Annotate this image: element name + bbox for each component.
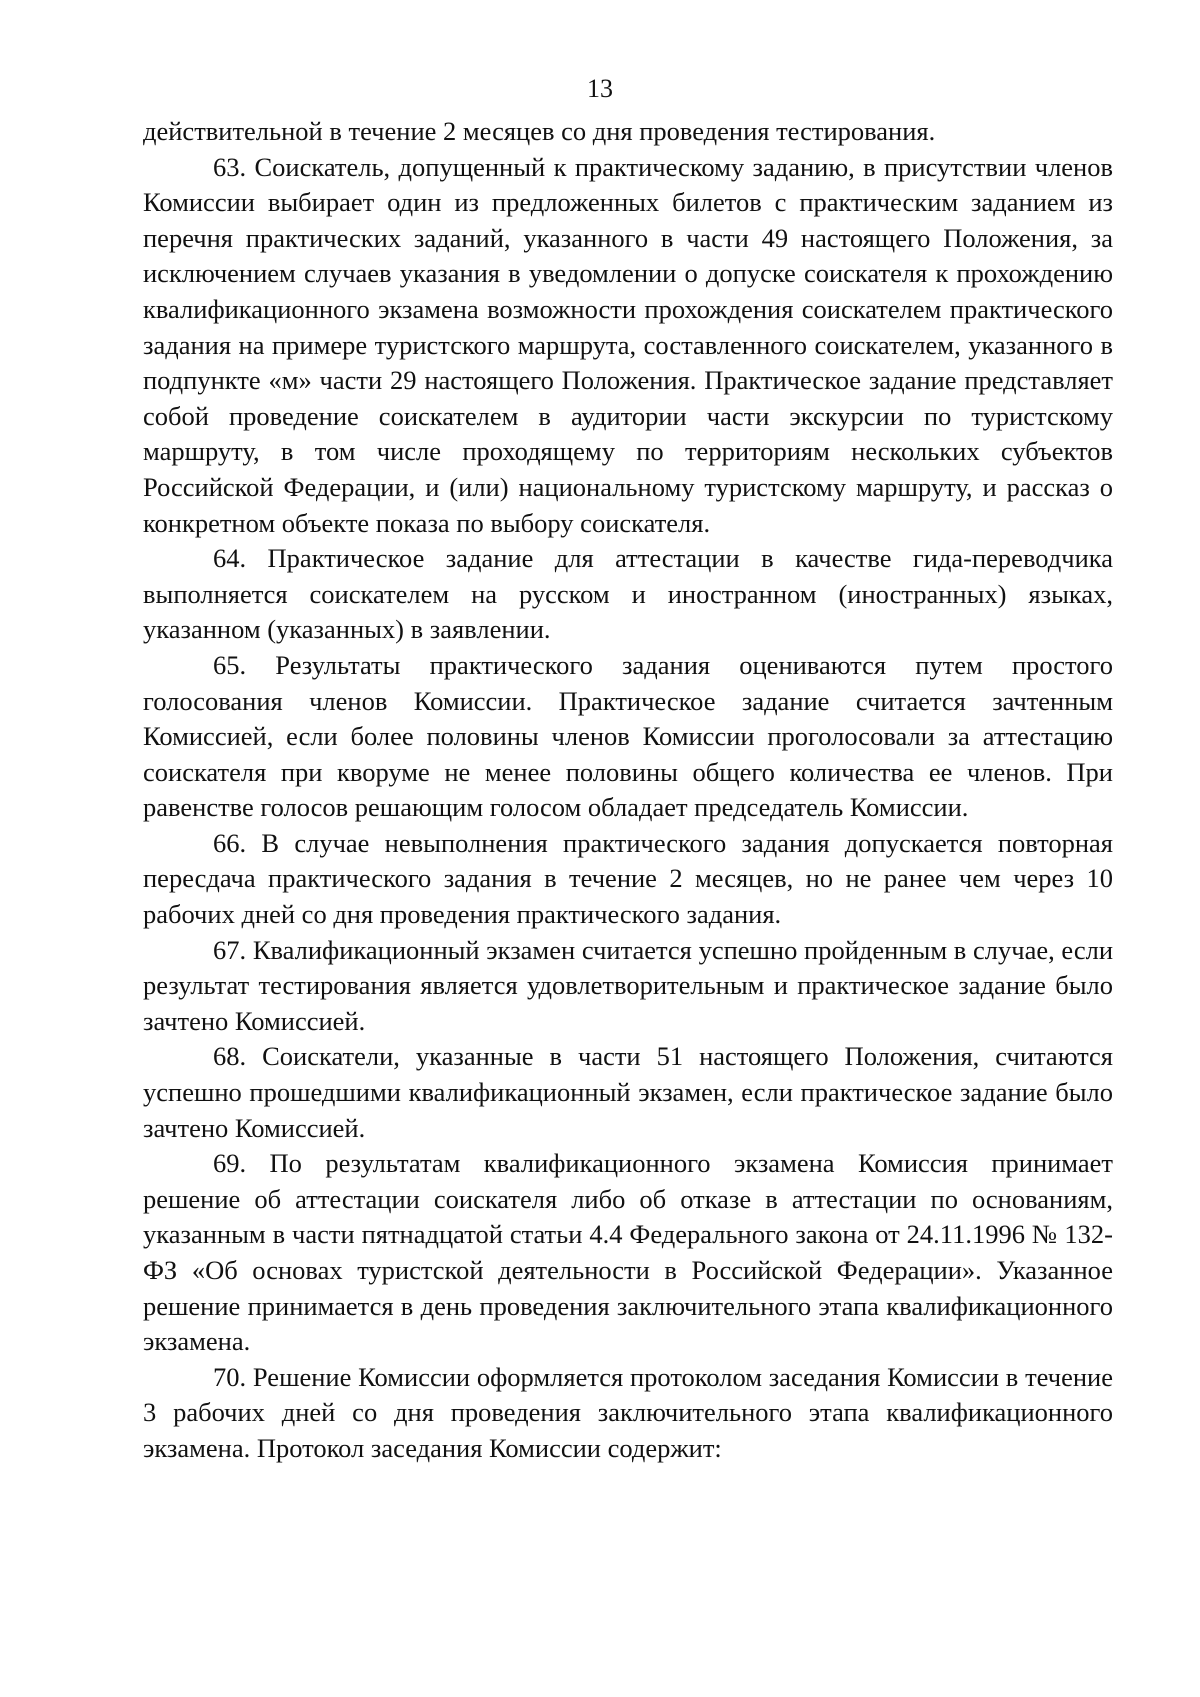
paragraph-64: 64. Практическое задание для аттестации в качестве гида-переводчика выполняется соискателем на русском и иностранном (иностранных) языках, указанном (указанных) в заявлении. (143, 543, 1113, 645)
paragraph-66: 66. В случае невыполнения практического задания допускается повторная пересдача практического задания в течение 2 месяцев, но не ранее чем через 10 рабочих дней со дня проведения практического задания. (143, 827, 1113, 930)
paragraph-70: 70. Решение Комиссии оформляется протоколом заседания Комиссии в течение 3 рабочих дней со дня проведения заключительного этапа квалификационного экзамена. Протокол заседания Комиссии содержит: (143, 1361, 1113, 1463)
document-body (143, 114, 1113, 1467)
page-number: 13 (587, 74, 613, 103)
paragraph-continuation: действительной в течение 2 месяцев со дня проведения тестирования. (143, 116, 936, 146)
paragraph-68: 68. Соискатели, указанные в части 51 настоящего Положения, считаются успешно прошедшими квалификационный экзамен, если практическое задание было зачтено Комиссией. (143, 1041, 1113, 1143)
paragraph-65: 65. Результаты практического задания оцениваются путем простого голосования членов Комиссии. Практическое задание считается зачтенным Комиссией, если более половины членов Комиссии проголосовали за аттестацию соискателя при кворуме не менее половины общего количества ее членов. При равенстве голосов решающим голосом обладает председатель Комиссии. (143, 649, 1113, 823)
paragraph-67: 67. Квалификационный экзамен считается успешно пройденным в случае, если результат тестирования является удовлетворительным и практическое задание было зачтено Комиссией. (143, 934, 1113, 1036)
paragraph-63: 63. Соискатель, допущенный к практическому заданию, в присутствии членов Комиссии выбирает один из предложенных билетов с практическим заданием из перечня практических заданий, указанного в части 49 настоящего Положения, за исключением случаев указания в уведомлении о допуске соискателя к прохождению квалификационного экзамена возможности прохождения соискателем практического задания на примере туристского маршрута, составленного соискателем, указанного в подпункте «м» части 29 настоящего Положения. Практическое задание представляет собой проведение соискателем в аудитории части экскурсии по туристскому маршруту, в том числе проходящему по территориям нескольких субъектов Российской Федерации, и (или) национальному туристскому маршруту, и рассказ о конкретном объекте показа по выбору соискателя. (143, 151, 1113, 538)
paragraph-69: 69. По результатам квалификационного экзамена Комиссия принимает решение об аттестации соискателя либо об отказе в аттестации по основаниям, указанным в части пятнадцатой статьи 4.4 Федерального закона от 24.11.1996 № 132-ФЗ «Об основах туристской деятельности в Российской Федерации». Указанное решение принимается в день проведения заключительного этапа квалификационного экзамена. (143, 1148, 1113, 1357)
